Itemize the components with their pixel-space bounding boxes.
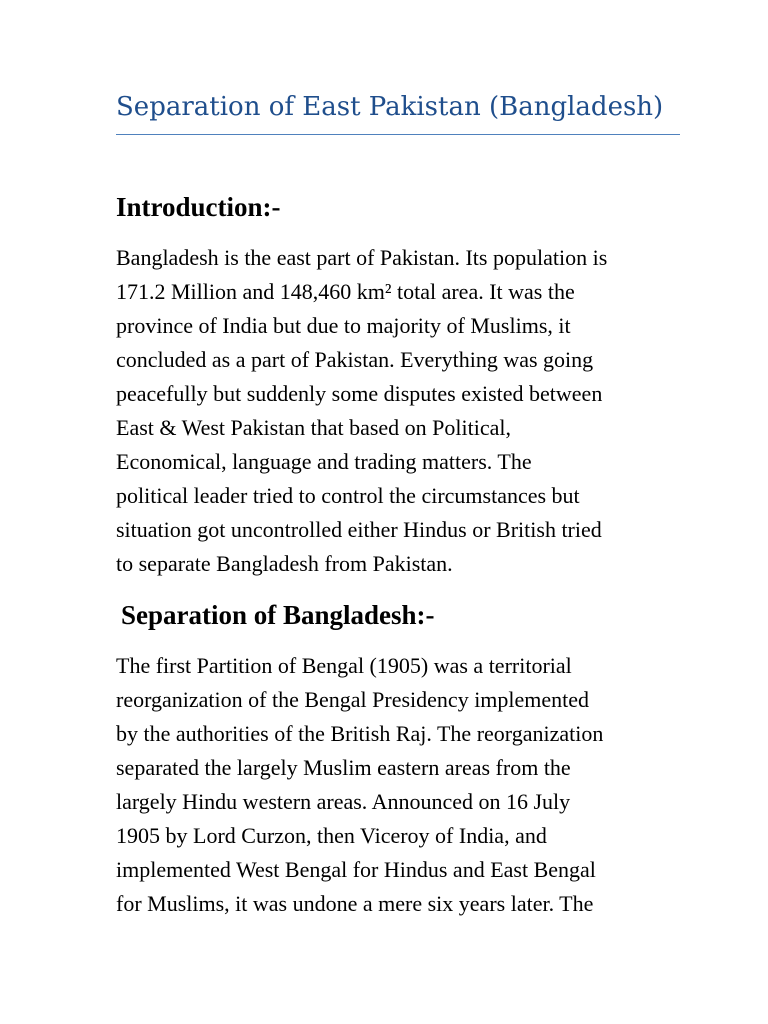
title-underline (116, 134, 680, 135)
paragraph-line: largely Hindu western areas. Announced on 16 July (116, 789, 571, 814)
paragraph-line: to separate Bangladesh from Pakistan. (116, 551, 453, 576)
paragraph-line: Bangladesh is the east part of Pakistan. Its population is (116, 245, 608, 270)
paragraph-line: 1905 by Lord Curzon, then Viceroy of India, and (116, 823, 547, 848)
paragraph-line: peacefully but suddenly some disputes existed between (116, 381, 603, 406)
separation-paragraph (116, 649, 603, 921)
paragraph-line: situation got uncontrolled either Hindus or British tried (116, 517, 602, 542)
paragraph-line: political leader tried to control the circumstances but (116, 483, 580, 508)
paragraph-line: concluded as a part of Pakistan. Everything was going (116, 347, 594, 372)
paragraph-line: East & West Pakistan that based on Political, (116, 415, 511, 440)
paragraph-line: The first Partition of Bengal (1905) was a territorial (116, 653, 572, 678)
separation-heading: Separation of Bangladesh:- (121, 600, 435, 630)
paragraph-line: reorganization of the Bengal Presidency implemented (116, 687, 590, 712)
introduction-paragraph (116, 241, 607, 581)
paragraph-line: separated the largely Muslim eastern areas from the (116, 755, 571, 780)
paragraph-line: by the authorities of the British Raj. The reorganization (116, 721, 604, 746)
paragraph-line: Economical, language and trading matters. The (116, 449, 532, 474)
introduction-heading: Introduction:- (116, 192, 281, 222)
paragraph-line: province of India but due to majority of Muslims, it (116, 313, 571, 338)
paragraph-line: 171.2 Million and 148,460 km² total area. It was the (116, 279, 575, 304)
paragraph-line: implemented West Bengal for Hindus and East Bengal (116, 857, 596, 882)
paragraph-line: for Muslims, it was undone a mere six years later. The (116, 891, 594, 916)
document-title: Separation of East Pakistan (Bangladesh) (116, 92, 664, 122)
